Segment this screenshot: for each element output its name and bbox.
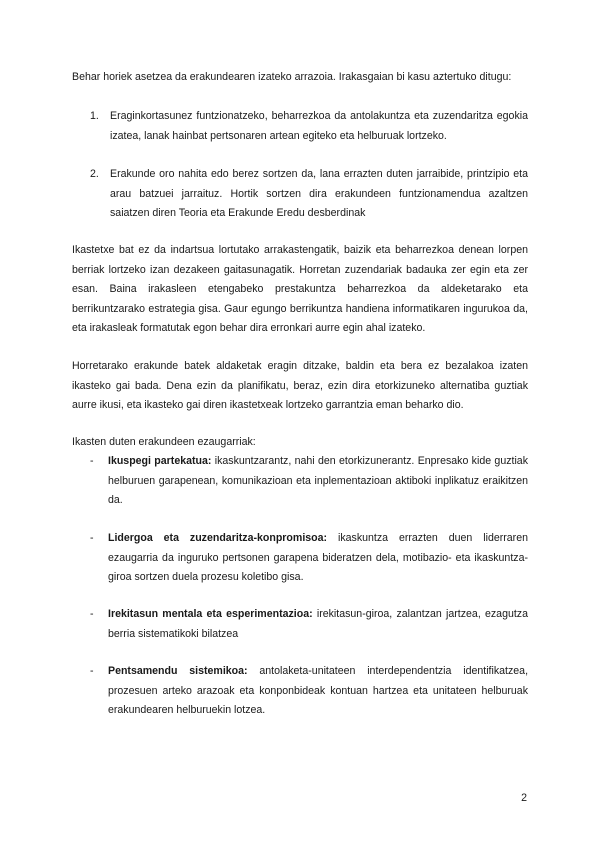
bullet-text [108, 529, 528, 588]
numbered-item-2 [90, 165, 528, 224]
numbered-item-1 [90, 107, 528, 146]
bullet-item-1 [90, 452, 528, 511]
paragraph-horretarako: Horretarako erakunde batek aldaketak eragin ditzake, baldin eta bera ez bezalakoa izaten ikasteko gai bada. Dena ezin da planifikatu, beraz, ezin dira etorkizuneko alternatiba guztiak aurre ikusi, eta ikasteko gai diren ikastetxeak lortzeko garrantzia eman beharko dio. [72, 360, 528, 411]
list-intro: Ikasten duten erakundeen ezaugarriak: [72, 436, 256, 448]
bullet-dash: - [90, 455, 94, 467]
bullet-text [108, 452, 528, 511]
item-text: Erakunde oro nahita edo berez sortzen da, lana errazten duten jarraibide, printzipio eta arau batzuei jarraituz. Hortik sortzen dira erakundeen funtzionamendua azaltzen saiatzen diren Teoria eta Erakunde Eredu desberdinak [110, 168, 528, 219]
bullet-term: Irekitasun mentala eta esperimentazioa: [108, 608, 313, 620]
bullet-dash: - [90, 608, 94, 620]
bullet-term: Ikuspegi partekatua: [108, 455, 212, 467]
bullet-text [108, 662, 528, 721]
item-text: Eraginkortasunez funtzionatzeko, beharrezkoa da antolakuntza eta zuzendaritza egokia izatea, lanak hainbat pertsonaren artean egiteko eta helburuak lortzeko. [110, 110, 528, 142]
bullet-description: ikaskuntza errazten duen liderraren ezaugarria da inguruko pertsonen garapena bideratzen dela, motibazio- eta ikaskuntza-giroa sortzen duela prozesu koletibo gisa. [108, 532, 528, 583]
paragraph-ikastetxe: Ikastetxe bat ez da indartsua lortutako arrakastengatik, baizik eta beharrezkoa denean lorpen berriak lortzeko izan dezakeen gaitasunagatik. Horretan zuzendariak badauka zer egin eta zer esan. Baina irakasleen etengabeko prestakuntza beharrezkoa da aldeketarako eta berrikuntzarako estrategia gisa. Gaur egungo berrikuntza handiena informatikaren ingurukoa da, eta irakasleak formatutak egon behar dira erronkari aurre egin ahal izateko. [72, 244, 528, 334]
bullet-item-3 [90, 605, 528, 644]
bullet-description: ikaskuntzarantz, nahi den etorkizunerantz. Enpresako kide guztiak helburuen garapenean, komunikazioan eta inplementazioan aktiboki inplikatuz eraikitzen da. [108, 455, 528, 506]
bullet-item-4 [90, 662, 528, 721]
bullet-dash: - [90, 665, 94, 677]
page-number: 2 [521, 792, 527, 804]
intro-paragraph: Behar horiek asetzea da erakundearen izateko arrazoia. Irakasgaian bi kasu aztertuko ditugu: [72, 71, 512, 83]
bullet-dash: - [90, 532, 94, 544]
bullet-term: Pentsamendu sistemikoa: [108, 665, 248, 677]
bullet-term: Lidergoa eta zuzendaritza-konpromisoa: [108, 532, 328, 544]
bullet-description: irekitasun-giroa, zalantzan jartzea, ezagutza berria sistematikoki bilatzea [108, 608, 528, 640]
bullet-description: antolaketa-unitateen interdependentzia identifikatzea, prozesuen arteko arazoak eta konponbideak kontuan hartzea eta unitateen helburuak erakundearen helburuekin lotzea. [108, 665, 529, 716]
bullet-text [108, 605, 528, 644]
item-number: 2. [90, 168, 99, 180]
item-number: 1. [90, 110, 99, 122]
bullet-item-2 [90, 529, 528, 588]
